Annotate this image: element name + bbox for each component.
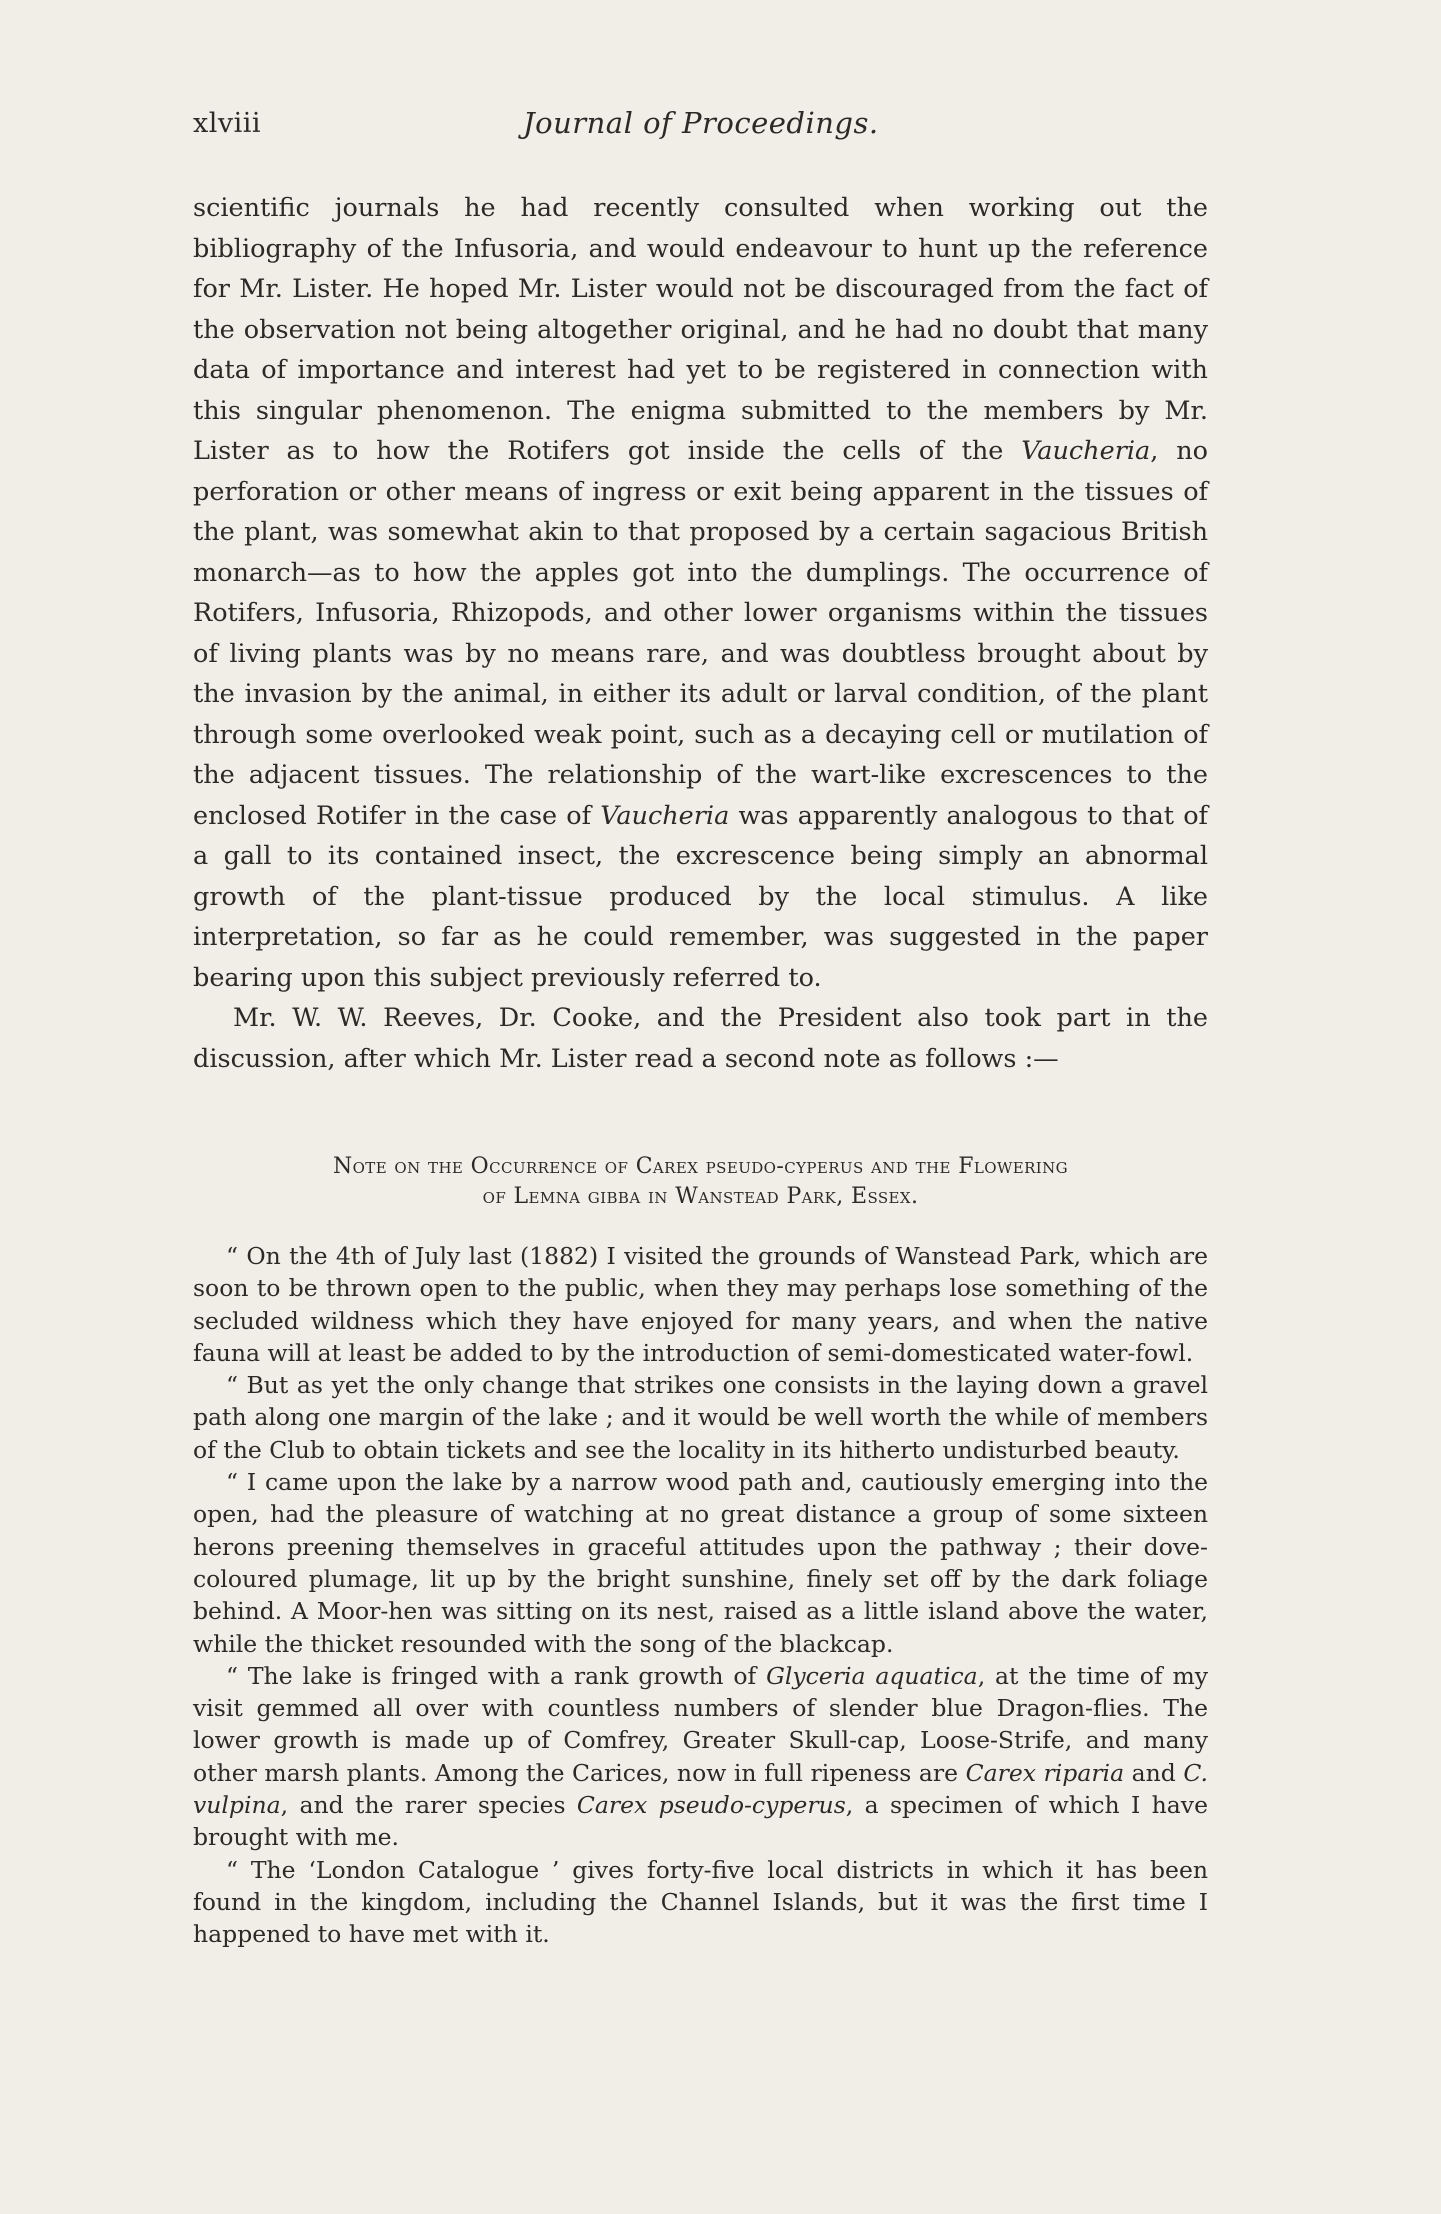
paragraph: “ But as yet the only change that strikes one consists in the laying down a gravel path along one margin of the lake ; and it would be well worth the while of members of the Club to obtain tickets and see the locality in its hitherto undisturbed beauty.	[193, 1371, 1208, 1464]
text-run: , a specimen of which I have brought with me.	[193, 1791, 1208, 1852]
italic-species: C. vulpina	[193, 1758, 1208, 1820]
text-run: , no perforation or other means of ingress or exit being apparent in the tissues of the plant, was somewhat akin to that proposed by a certain sagacious British monarch—as to how the apples got into the dumplings. The occurrence of Rotifers, Infusoria, Rhizopods, and other lower organisms within the tissues of living plants was by no means rare, and was doubtless brought about by the invasion by the animal, in either its adult or larval condition, of the plant through some overlooked weak point, such as a decaying cell or mutilation of the adjacent tissues. The relationship of the wart-like excrescences to the enclosed Rotifer in the case of	[193, 436, 1208, 831]
text-run: , and the rarer species	[280, 1791, 577, 1820]
italic-genus: Vaucheria	[1021, 436, 1151, 466]
note-heading-line: Note on the Occurrence of Carex pseudo-cyperus and the Flowering	[332, 1154, 1069, 1179]
page-number: xlviii	[193, 108, 262, 139]
paragraph: “ On the 4th of July last (1882) I visited the grounds of Wanstead Park, which are soon to be thrown open to the public, when they may perhaps lose something of the secluded wildness which they have enjoyed for many years, and when the native fauna will at least be added to by the introduction of semi-domesticated water-fowl.	[193, 1242, 1208, 1367]
text-run: was apparently analogous to that of a gall to its contained insect, the excrescence being simply an abnormal growth of the plant-tissue produced by the local stimulus. A like interpretation, so far as he could remember, was suggested in the paper bearing upon this subject previously referred to.	[193, 800, 1208, 993]
italic-species: Carex pseudo-cyperus	[576, 1791, 846, 1820]
running-title: Journal of Proceedings.	[523, 106, 879, 140]
italic-species: Carex riparia	[965, 1758, 1125, 1787]
paragraph	[193, 1660, 1208, 1854]
discussion-text	[193, 188, 1208, 1079]
text-run: and	[1124, 1758, 1184, 1787]
paragraph: “ The ‘London Catalogue ’ gives forty-five local districts in which it has been found in the kingdom, including the Channel Islands, but it was the first time I happened to have met with it.	[193, 1855, 1208, 1949]
note-body	[193, 1240, 1208, 1951]
paragraph: Mr. W. W. Reeves, Dr. Cooke, and the President also took part in the discussion, after which Mr. Lister read a second note as follows :—	[193, 1003, 1208, 1074]
italic-species: Glyceria aquatica	[766, 1661, 978, 1690]
text-run: , at the time of my visit gemmed all over with countless numbers of slender blue Dragon-flies. The lower growth is made up of Comfrey, Greater Skull-cap, Loose-Strife, and many other marsh plants. Among the Carices, now in full ripeness are	[193, 1661, 1209, 1787]
text-run: “ The lake is fringed with a rank growth of	[226, 1661, 767, 1690]
text-run: scientific journals he had recently consulted when working out the bibliography of the Infusoria, and would endeavour to hunt up the reference for Mr. Lister. He hoped Mr. Lister would not be discouraged from the fact of the observation not being altogether original, and he had no doubt that many data of importance and interest had yet to be registered in connection with this singular phenomenon. The enigma submitted to the members by Mr. Lister as to how the Rotifers got inside the cells of the	[193, 193, 1208, 466]
note-heading	[193, 1152, 1208, 1212]
paragraph: “ I came upon the lake by a narrow wood path and, cautiously emerging into the open, had the pleasure of watching at no great distance a group of some sixteen herons preening themselves in graceful attitudes upon the pathway ; their dove-coloured plumage, lit up by the bright sunshine, finely set off by the dark foliage behind. A Moor-hen was sitting on its nest, raised as a little island above the water, while the thicket resounded with the song of the blackcap.	[193, 1468, 1208, 1658]
page-header	[193, 98, 1208, 150]
note-heading-line: of Lemna gibba in Wanstead Park, Essex.	[482, 1184, 919, 1209]
paragraph	[193, 188, 1208, 998]
italic-genus: Vaucheria	[600, 800, 730, 831]
